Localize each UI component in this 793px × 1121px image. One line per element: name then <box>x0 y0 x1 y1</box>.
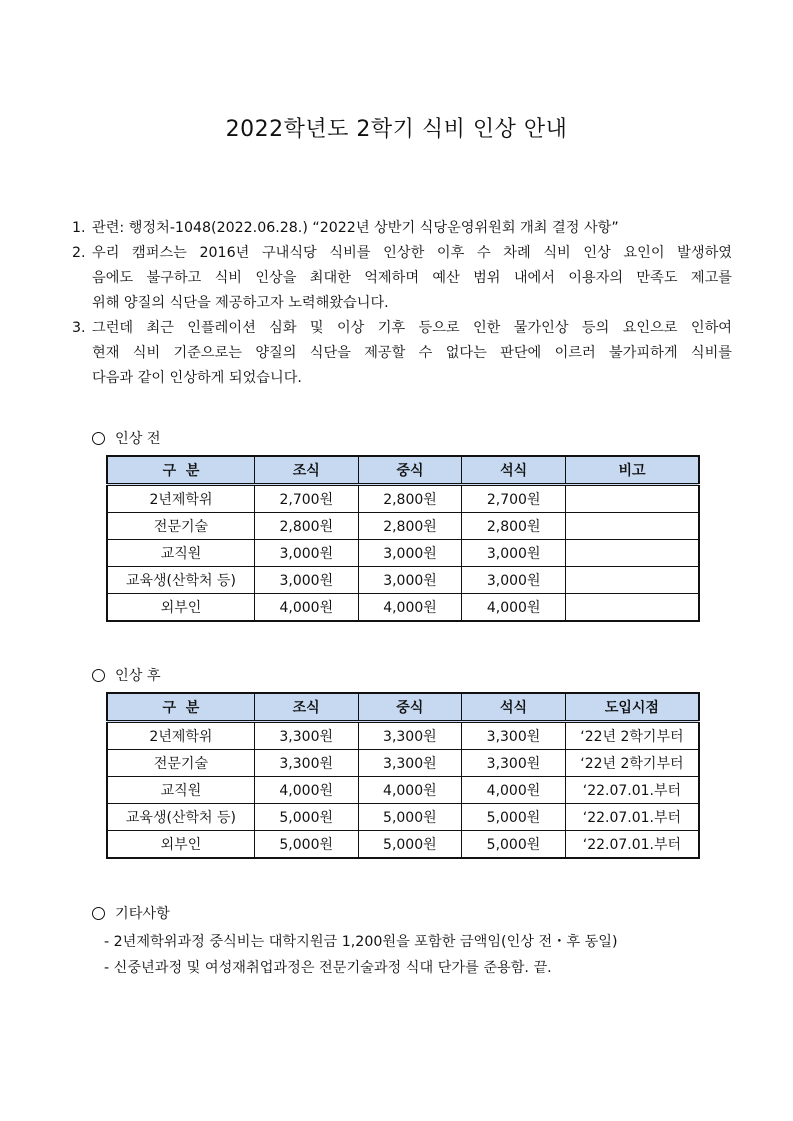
cell-start-date: ‘22.07.01.부터 <box>565 831 699 859</box>
item-2 <box>72 241 732 316</box>
cell-lunch: 3,300원 <box>358 722 462 750</box>
cell-breakfast: 2,700원 <box>254 485 358 513</box>
item-1 <box>72 216 732 241</box>
table-row <box>107 513 699 540</box>
header-lunch: 중식 <box>358 456 462 485</box>
note-line: - 2년제학위과정 중식비는 대학지원금 1,200원을 포함한 금액임(인상 전・후 동일) <box>104 934 618 950</box>
cell-remarks <box>566 567 699 594</box>
notes-list <box>104 929 618 981</box>
cell-category: 2년제학위 <box>107 722 254 750</box>
cell-lunch: 4,000원 <box>358 777 462 804</box>
cell-lunch: 5,000원 <box>358 831 462 859</box>
table-header-row <box>107 456 699 485</box>
item-line: 그런데 최근 인플레이션 심화 및 이상 기후 등으로 인한 물가인상 등의 요인으로 인하여 <box>92 320 732 336</box>
cell-breakfast: 3,000원 <box>254 567 358 594</box>
cell-dinner: 2,800원 <box>462 513 566 540</box>
cell-breakfast: 3,300원 <box>254 750 358 777</box>
cell-category: 교직원 <box>107 540 254 567</box>
cell-breakfast: 2,800원 <box>254 513 358 540</box>
cell-dinner: 5,000원 <box>462 804 566 831</box>
cell-category: 교육생(산학처 등) <box>107 804 254 831</box>
cell-start-date: ‘22.07.01.부터 <box>565 804 699 831</box>
cell-dinner: 3,000원 <box>462 567 566 594</box>
header-category: 구 분 <box>107 456 254 485</box>
cell-category: 전문기술 <box>107 513 254 540</box>
header-breakfast: 조식 <box>254 693 358 722</box>
cell-remarks <box>566 594 699 622</box>
table-row <box>107 722 699 750</box>
cell-dinner: 4,000원 <box>462 594 566 622</box>
cell-lunch: 2,800원 <box>358 485 462 513</box>
header-lunch: 중식 <box>358 693 462 722</box>
cell-dinner: 3,300원 <box>462 750 566 777</box>
cell-lunch: 3,000원 <box>358 567 462 594</box>
cell-lunch: 2,800원 <box>358 513 462 540</box>
table-header-row <box>107 693 699 722</box>
cell-dinner: 3,300원 <box>462 722 566 750</box>
document-title: 2022학년도 2학기 식비 인상 안내 <box>225 117 568 142</box>
table-row <box>107 567 699 594</box>
header-dinner: 석식 <box>462 456 566 485</box>
cell-breakfast: 3,000원 <box>254 540 358 567</box>
before-table <box>106 455 700 622</box>
cell-remarks <box>566 485 699 513</box>
cell-category: 전문기술 <box>107 750 254 777</box>
header-remarks: 비고 <box>566 456 699 485</box>
cell-dinner: 4,000원 <box>462 777 566 804</box>
cell-remarks <box>566 513 699 540</box>
section-others-text: 기타사항 <box>115 906 170 922</box>
table-row <box>107 750 699 777</box>
notice-items <box>72 216 732 391</box>
item-number: 1. <box>72 220 86 236</box>
item-number: 2. <box>72 245 86 261</box>
cell-breakfast: 4,000원 <box>254 777 358 804</box>
section-before-text: 인상 전 <box>115 431 161 447</box>
table-row <box>107 540 699 567</box>
cell-category: 교직원 <box>107 777 254 804</box>
header-start-date: 도입시점 <box>565 693 699 722</box>
cell-lunch: 3,000원 <box>358 540 462 567</box>
table-row <box>107 804 699 831</box>
cell-lunch: 3,300원 <box>358 750 462 777</box>
circle-bullet-icon <box>92 432 105 445</box>
cell-breakfast: 3,300원 <box>254 722 358 750</box>
cell-start-date: ‘22년 2학기부터 <box>565 722 699 750</box>
table-row <box>107 777 699 804</box>
item-line: 관련: 행정처-1048(2022.06.28.) “2022년 상반기 식당운영위원회 개최 결정 사항” <box>92 220 619 236</box>
after-table <box>106 692 700 859</box>
cell-breakfast: 4,000원 <box>254 594 358 622</box>
cell-breakfast: 5,000원 <box>254 831 358 859</box>
cell-dinner: 5,000원 <box>462 831 566 859</box>
cell-breakfast: 5,000원 <box>254 804 358 831</box>
table-row <box>107 594 699 622</box>
item-line: 음에도 불구하고 식비 인상을 최대한 억제하며 예산 범위 내에서 이용자의 만족도 제고를 <box>92 270 732 286</box>
cell-dinner: 3,000원 <box>462 540 566 567</box>
header-breakfast: 조식 <box>254 456 358 485</box>
cell-category: 교육생(산학처 등) <box>107 567 254 594</box>
header-category: 구 분 <box>107 693 254 722</box>
item-number: 3. <box>72 320 86 336</box>
note-line: - 신중년과정 및 여성재취업과정은 전문기술과정 식대 단가를 준용함. 끝. <box>104 960 552 976</box>
section-after-label <box>92 665 161 685</box>
header-dinner: 석식 <box>462 693 566 722</box>
item-3 <box>72 316 732 391</box>
table-row <box>107 831 699 859</box>
section-others-label <box>92 903 170 923</box>
cell-start-date: ‘22년 2학기부터 <box>565 750 699 777</box>
cell-dinner: 2,700원 <box>462 485 566 513</box>
circle-bullet-icon <box>92 669 105 682</box>
circle-bullet-icon <box>92 907 105 920</box>
item-line: 위해 양질의 식단을 제공하고자 노력해왔습니다. <box>92 295 389 311</box>
section-before-label <box>92 428 161 448</box>
cell-category: 외부인 <box>107 594 254 622</box>
cell-category: 외부인 <box>107 831 254 859</box>
cell-category: 2년제학위 <box>107 485 254 513</box>
item-line: 현재 식비 기준으로는 양질의 식단을 제공할 수 없다는 판단에 이르러 불가피하게 식비를 <box>92 345 732 361</box>
item-line: 우리 캠퍼스는 2016년 구내식당 식비를 인상한 이후 수 차례 식비 인상 요인이 발생하였 <box>92 245 732 261</box>
cell-lunch: 5,000원 <box>358 804 462 831</box>
item-line: 다음과 같이 인상하게 되었습니다. <box>92 370 302 386</box>
cell-lunch: 4,000원 <box>358 594 462 622</box>
cell-remarks <box>566 540 699 567</box>
section-after-text: 인상 후 <box>115 668 161 684</box>
cell-start-date: ‘22.07.01.부터 <box>565 777 699 804</box>
table-row <box>107 485 699 513</box>
